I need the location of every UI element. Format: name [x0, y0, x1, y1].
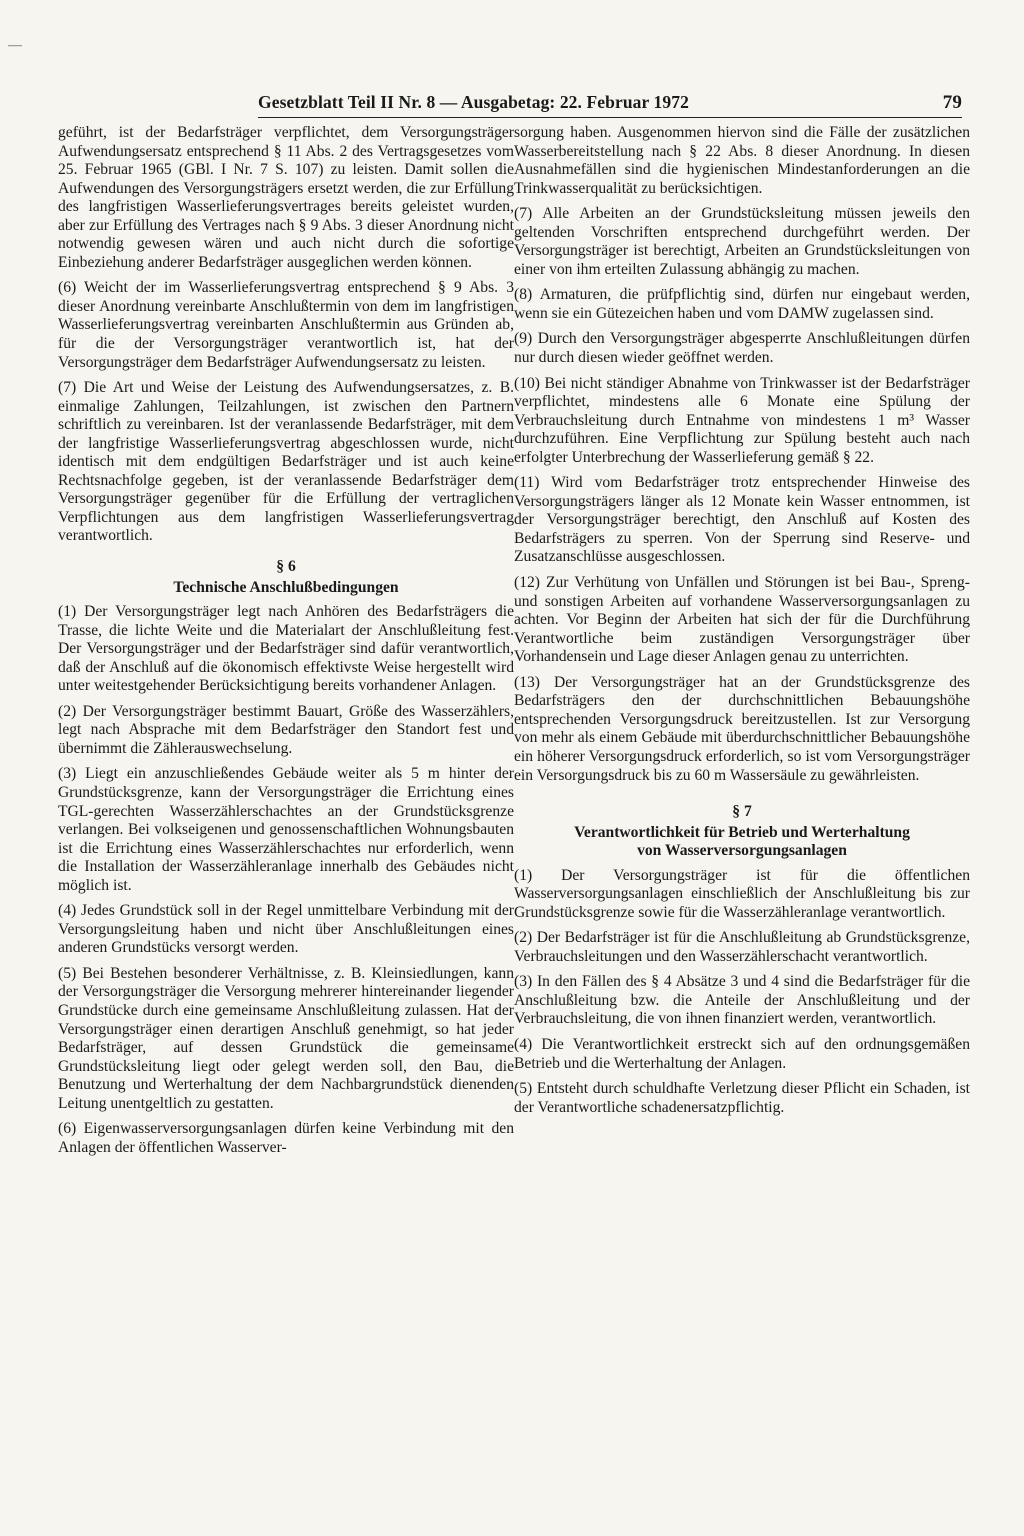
paragraph: (2) Der Bedarfsträger ist für die Anschlußleitung ab Grundstücksgrenze, Verbrauchsleitungen und den Wasserzählerschacht verantwortlich. [514, 929, 970, 965]
paragraph: (6) Eigenwasserversorgungsanlagen dürfen keine Verbindung mit den Anlagen der öffentlichen Wasserver- [58, 1120, 514, 1156]
paragraph: (5) Entsteht durch schuldhafte Verletzung dieser Pflicht ein Schaden, ist der Verantwortliche schadenersatzpflichtig. [514, 1080, 970, 1116]
paragraph: (7) Alle Arbeiten an der Grundstücksleitung müssen jeweils den geltenden Vorschriften entsprechend durchgeführt werden. Der Versorgungsträger ist berechtigt, Arbeiten an Grundstücksleitungen von einer von ihm erteilten Zulassung abhängig zu machen. [514, 205, 970, 278]
paragraph: (6) Weicht der im Wasserlieferungsvertrag entsprechend § 9 Abs. 3 dieser Anordnung vereinbarte Anschlußtermin von dem im langfristigen Wasserlieferungsvertrag vereinbarten Anschlußtermin aus Gründen ab, für die der Versorgungsträger verantwortlich ist, hat der Versorgungsträger dem Bedarfsträger Aufwendungsersatz zu leisten. [58, 279, 514, 371]
paragraph: (8) Armaturen, die prüfpflichtig sind, dürfen nur eingebaut werden, wenn sie ein Gütezeichen haben und vom DAMW zugelassen sind. [514, 286, 970, 322]
paragraph: (12) Zur Verhütung von Unfällen und Störungen ist bei Bau-, Spreng- und sonstigen Arbeiten auf vorhandene Wasserversorgungsanlagen zu achten. Vor Beginn der Arbeiten hat sich der für die Durchführung Verantwortliche beim zuständigen Versorgungsträger über Vorhandensein und Lage dieser Anlagen genau zu unterrichten. [514, 574, 970, 666]
paragraph: (9) Durch den Versorgungsträger abgesperrte Anschlußleitungen dürfen nur durch diesen wieder geöffnet werden. [514, 330, 970, 367]
paragraph: (1) Der Versorgungsträger ist für die öffentlichen Wasserversorgungsanlagen einschließlich der Anschlußleitung bis zur Grundstücksgrenze sowie für die Wasserzähleranlage verantwortlich. [514, 866, 970, 921]
section-number: § 6 [276, 558, 296, 576]
scan-mark: — [8, 38, 22, 53]
paragraph: (4) Die Verantwortlichkeit erstreckt sich auf den ordnungsgemäßen Betrieb und die Werterhaltung der Anlagen. [514, 1035, 970, 1072]
paragraph: geführt, ist der Bedarfsträger verpflichtet, dem Versorgungsträger Aufwendungsersatz entsprechend § 11 Abs. 2 des Vertragsgesetzes vom 25. Februar 1965 (GBl. I Nr. 7 S. 107) zu leisten. Damit sollen die Aufwendungen des Versorgungsträgers ersetzt werden, die zur Erfüllung des langfristigen Wasserlieferungsvertrages bereits geleistet wurden, aber zur Erfüllung des Vertrages nach § 9 Abs. 3 dieser Anordnung nicht notwendig gewesen wären und auch nicht durch die sofortige Einbeziehung anderer Bedarfsträger ausgeglichen werden können. [58, 124, 514, 271]
page-number: 79 [942, 92, 962, 113]
paragraph: (4) Jedes Grundstück soll in der Regel unmittelbare Verbindung mit der Versorgungsleitung haben und nicht über Anschlußleitungen eines anderen Grundstücks versorgt werden. [58, 902, 514, 957]
section-title: von Wasserversorgungsanlagen [637, 842, 847, 860]
paragraph: sorgung haben. Ausgenommen hiervon sind die Fälle der zusätzlichen Wasserbereitstellung nach § 22 Abs. 8 dieser Anordnung. In diesen Ausnahmefällen sind die hygienischen Mindestanforderungen an die Trinkwasserqualität zu berücksichtigen. [514, 124, 970, 197]
paragraph: (10) Bei nicht ständiger Abnahme von Trinkwasser ist der Bedarfsträger verpflichtet, mindestens alle 6 Monate eine Spülung der Verbrauchsleitung durch Entnahme von mindestens 1 m³ Wasser durchzuführen. Eine Verpflichtung zur Spülung besteht auch nach erfolgter Unterbrechung der Wasserlieferung gemäß § 22. [514, 374, 970, 466]
paragraph: (7) Die Art und Weise der Leistung des Aufwendungsersatzes, z. B. einmalige Zahlungen, Teilzahlungen, ist zwischen den Partnern schriftlich zu vereinbaren. Ist der veranlassende Bedarfsträger, mit dem der langfristige Wasserlieferungsvertrag abgeschlossen wurde, nicht identisch mit dem endgültigen Bedarfsträger und ist auch keine Rechtsnachfolge gegeben, ist der veranlassende Bedarfsträger dem Versorgungsträger gegenüber für die Erfüllung der vertraglichen Verpflichtungen aus dem langfristigen Wasserlieferungsvertrag verantwortlich. [58, 379, 514, 545]
page-header [258, 92, 962, 118]
header-title: Gesetzblatt Teil II Nr. 8 — Ausgabetag: 22. Februar 1972 [258, 92, 689, 112]
section-number: § 7 [732, 803, 752, 821]
paragraph: (3) In den Fällen des § 4 Absätze 3 und 4 sind die Bedarfsträger für die Anschlußleitung bzw. die Anteile der Anschlußleitung und der Verbrauchsleitung, die von ihnen finanziert werden, verantwortlich. [514, 973, 970, 1028]
section-title: Technische Anschlußbedingungen [173, 578, 399, 596]
paragraph: (3) Liegt ein anzuschließendes Gebäude weiter als 5 m hinter der Grundstücksgrenze, kann der Versorgungsträger die Errichtung eines TGL-gerechten Wasserzählerschachtes an der Grundstücksgrenze verlangen. Bei volkseigenen und genossenschaftlichen Wohnungsbauten ist die Errichtung eines Wasserzählerschachtes nur erforderlich, wenn die Installation der Wasserzähleranlage innerhalb des Gebäudes nicht möglich ist. [58, 765, 514, 894]
left-column [58, 124, 514, 1164]
paragraph: (2) Der Versorgungsträger bestimmt Bauart, Größe des Wasserzählers, legt nach Absprache mit dem Bedarfsträger den Standort fest und übernimmt die Zählerauswechselung. [58, 702, 514, 757]
paragraph: (5) Bei Bestehen besonderer Verhältnisse, z. B. Kleinsiedlungen, kann der Versorgungsträger die Versorgung mehrerer hintereinander liegender Grundstücke durch eine gemeinsame Anschlußleitung zulassen. Hat der Versorgungsträger einen derartigen Anschluß genehmigt, so hat jeder Bedarfsträger, auf dessen Grundstück die gemeinsame Grundstücksleitung liegt oder gelegt werden soll, den Bau, die Benutzung und Werterhaltung der dem Nachbargrundstück dienenden Leitung unentgeltlich zu gestatten. [58, 964, 514, 1112]
paragraph: (1) Der Versorgungsträger legt nach Anhören des Bedarfsträgers die Trasse, die lichte Weite und die Materialart der Anschlußleitung fest. Der Versorgungsträger und der Bedarfsträger sind dafür verantwortlich, daß der Anschluß auf die ökonomisch effektivste Weise hergestellt wird unter weitestgehender Berücksichtigung bereits vorhandener Anlagen. [58, 603, 514, 695]
section-title: Verantwortlichkeit für Betrieb und Werterhaltung [574, 823, 910, 841]
right-column [514, 124, 970, 1124]
paragraph: (11) Wird vom Bedarfsträger trotz entsprechender Hinweise des Versorgungsträgers länger als 12 Monate kein Wasser entnommen, ist der Versorgungsträger berechtigt, den Anschluß auf Kosten des Bedarfsträgers zu sperren. Von der Sperrung sind Reserve- und Zusatzanschlüsse ausgeschlossen. [514, 474, 970, 566]
paragraph: (13) Der Versorgungsträger hat an der Grundstücksgrenze des Bedarfsträgers den der durchschnittlichen Bebauungshöhe entsprechenden Versorgungsdruck bereitzustellen. Ist zur Versorgung von mehr als einem Gebäude mit überdurchschnittlicher Bebauungshöhe ein höherer Versorgungsdruck erforderlich, so ist vom Versorgungsträger ein Versorgungsdruck bis zu 60 m Wassersäule zu gewährleisten. [514, 673, 970, 784]
